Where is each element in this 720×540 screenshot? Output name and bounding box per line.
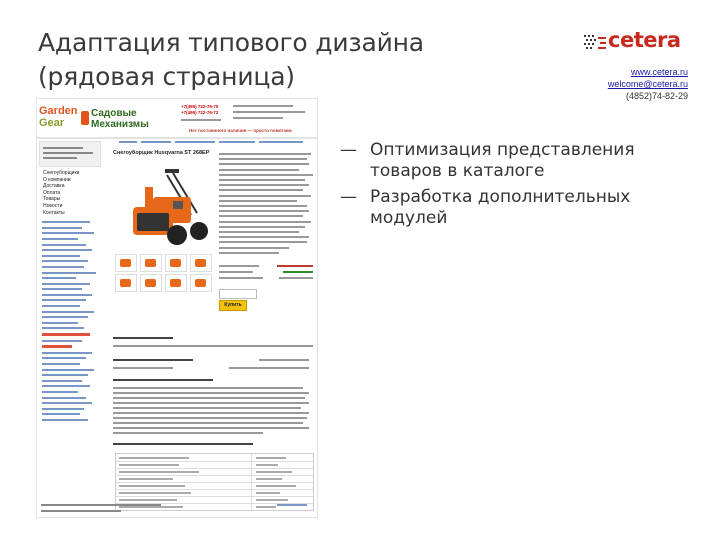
body-text-line	[113, 397, 305, 399]
sidebar-category-link[interactable]	[42, 408, 84, 410]
product-thumbnail[interactable]	[190, 254, 212, 272]
body-text-line	[113, 359, 193, 361]
garden-gear-logo[interactable]	[39, 105, 83, 133]
sidebar-nav-item[interactable]: Оплата	[43, 189, 61, 196]
body-text-line	[113, 412, 309, 414]
footer-line	[41, 504, 161, 506]
spec-table-row	[116, 496, 313, 497]
breadcrumb-link[interactable]	[119, 141, 137, 143]
spec-value-line	[256, 478, 282, 480]
price-text-line	[219, 277, 263, 279]
sidebar-category-link[interactable]	[42, 277, 76, 279]
thumbnail-image	[170, 259, 181, 267]
sidebar-category-link[interactable]	[42, 357, 86, 359]
sidebar-category-link[interactable]	[42, 232, 94, 234]
footer-line	[41, 510, 121, 512]
bullet-list	[340, 140, 690, 234]
sidebar-info-box	[39, 141, 101, 167]
sidebar-category-link[interactable]	[42, 352, 92, 354]
body-text-line	[113, 379, 213, 381]
header-phones	[181, 104, 221, 121]
description-text-line	[219, 252, 279, 254]
spec-value-line	[256, 485, 296, 487]
logo-mark-icon	[582, 33, 608, 51]
phone-1: +7(495) 722-76-70	[181, 104, 219, 109]
quantity-input[interactable]	[219, 289, 257, 299]
product-title: Снегоуборщик Husqvarna ST 268EP	[113, 150, 210, 156]
sidebar-category-link[interactable]	[42, 419, 88, 421]
sadovye-mekhanizmy-logo[interactable]	[91, 108, 149, 130]
spec-table-row	[116, 489, 313, 490]
header-link-line[interactable]	[233, 105, 293, 107]
sidebar-category-link[interactable]	[42, 221, 90, 223]
sidebar-category-link[interactable]	[42, 345, 72, 348]
price-value-line	[277, 265, 313, 267]
contacts-block	[608, 66, 688, 102]
buy-button[interactable]: Купить	[219, 300, 247, 311]
sidebar-nav-item[interactable]: Товары	[43, 196, 61, 203]
sidebar-nav	[39, 170, 101, 216]
sidebar-category-link[interactable]	[42, 266, 84, 268]
price-text-line	[219, 271, 253, 273]
sidebar-category-link[interactable]	[42, 288, 82, 290]
description-text-line	[219, 205, 307, 207]
sidebar-info-line	[43, 157, 77, 159]
description-text-line	[219, 221, 311, 223]
sidebar-category-link[interactable]	[42, 294, 92, 296]
bullet-item	[340, 187, 690, 229]
spec-label-line	[119, 457, 189, 459]
phone-number: (4852)74-82-29	[625, 91, 688, 101]
thumbnail-image	[170, 279, 181, 287]
sidebar-category-link[interactable]	[42, 391, 78, 393]
header-text-line	[181, 119, 221, 121]
thumbnail-image	[145, 279, 156, 287]
header-menu	[233, 105, 311, 127]
header-slogan: Нет постоянного наличия — просто помогаем	[189, 128, 292, 133]
spec-table-row	[116, 461, 313, 462]
sidebar-category-link[interactable]	[42, 249, 92, 251]
price-text-line	[279, 277, 313, 279]
breadcrumb-link[interactable]	[219, 141, 255, 143]
price-text-line	[219, 265, 259, 267]
description-text-line	[219, 153, 311, 155]
sidebar-category-link[interactable]	[42, 333, 90, 336]
product-thumbnail[interactable]	[140, 274, 162, 292]
site-header	[37, 99, 317, 139]
logo-text: cetera	[608, 28, 681, 52]
sidebar-category-link[interactable]	[42, 413, 80, 415]
logo-garden-text: Garden	[39, 105, 78, 117]
sidebar-category-link[interactable]	[42, 322, 78, 324]
thumbnail-image	[120, 279, 131, 287]
thumbnail-image	[195, 279, 206, 287]
snowblower-photo	[115, 163, 215, 251]
description-text-line	[219, 158, 307, 160]
bullet-text: Разработка дополнительных модулей	[370, 187, 631, 228]
breadcrumb-link[interactable]	[175, 141, 215, 143]
product-thumbnails	[115, 254, 219, 294]
description-text-line	[219, 184, 309, 186]
sidebar-category-link[interactable]	[42, 327, 84, 329]
description-text-line	[219, 241, 307, 243]
dash-marker: —	[340, 187, 357, 207]
sidebar-categories	[39, 221, 101, 421]
spec-label-line	[119, 485, 185, 487]
product-thumbnail[interactable]	[140, 254, 162, 272]
body-text-line	[113, 367, 173, 369]
product-thumbnail[interactable]	[165, 274, 187, 292]
sidebar-info-line	[43, 152, 93, 154]
product-description	[219, 153, 314, 257]
bullet-text: Оптимизация представления товаров в каталоге	[370, 140, 635, 181]
header-link-line[interactable]	[233, 111, 305, 113]
header-divider	[37, 137, 317, 139]
footer-link-line[interactable]	[277, 504, 307, 506]
sidebar-category-link[interactable]	[42, 255, 80, 257]
sidebar-nav-item[interactable]: Новости	[43, 202, 63, 209]
sidebar-category-link[interactable]	[42, 385, 90, 387]
breadcrumb[interactable]	[119, 141, 314, 144]
description-text-line	[219, 179, 305, 181]
spec-label-line	[119, 478, 173, 480]
product-thumbnail[interactable]	[115, 274, 137, 292]
sidebar-category-link[interactable]	[42, 299, 86, 301]
sidebar-category-link[interactable]	[42, 340, 82, 342]
spec-label-line	[119, 499, 177, 501]
body-text-line	[113, 432, 263, 434]
body-text-line	[113, 337, 173, 339]
spec-value-line	[256, 464, 278, 466]
description-text-line	[219, 189, 303, 191]
spec-table-row	[116, 468, 313, 469]
sidebar-category-link[interactable]	[42, 238, 78, 240]
site-footer	[41, 502, 311, 516]
gear-icon	[81, 111, 89, 125]
website-link[interactable]: www.cetera.ru	[630, 67, 688, 77]
sidebar-category-link[interactable]	[42, 374, 88, 376]
spec-value-line	[256, 471, 292, 473]
sidebar-nav-item[interactable]: О компании	[43, 176, 71, 183]
sidebar-category-link[interactable]	[42, 397, 86, 399]
sidebar-category-link[interactable]	[42, 369, 94, 371]
spec-value-line	[256, 457, 286, 459]
body-text-line	[229, 367, 309, 369]
breadcrumb-link[interactable]	[141, 141, 171, 143]
dash-marker: —	[340, 140, 357, 160]
sidebar-category-link[interactable]	[42, 272, 96, 274]
description-text-line	[219, 210, 309, 212]
description-text-line	[219, 236, 309, 238]
thumbnail-image	[145, 259, 156, 267]
price-box	[219, 263, 313, 287]
slide-title-line-2: (рядовая страница)	[38, 62, 295, 91]
body-text-line	[113, 407, 301, 409]
sidebar-category-link[interactable]	[42, 316, 88, 318]
description-text-line	[219, 226, 305, 228]
logo-ru-line-2: Механизмы	[91, 119, 149, 130]
phone-2: +7(495) 722-76-72	[181, 110, 219, 115]
bullet-item	[340, 140, 690, 182]
spec-value-line	[256, 499, 288, 501]
slide-title	[38, 26, 508, 94]
thumbnail-image	[120, 259, 131, 267]
logo-gear-text: Gear	[39, 117, 65, 129]
email-link[interactable]: welcome@cetera.ru	[607, 79, 688, 89]
body-text-line	[113, 427, 309, 429]
sidebar-category-link[interactable]	[42, 244, 86, 246]
body-text-line	[113, 345, 313, 347]
sidebar-category-link[interactable]	[42, 227, 82, 229]
spec-label-line	[119, 492, 191, 494]
product-main	[109, 141, 314, 513]
spec-label-line	[119, 464, 179, 466]
sidebar-category-link[interactable]	[42, 305, 80, 307]
sidebar-category-link[interactable]	[42, 283, 90, 285]
body-text-line	[113, 387, 303, 389]
description-text-line	[219, 247, 289, 249]
cetera-logo	[582, 30, 688, 54]
spec-label-line	[119, 471, 199, 473]
sidebar-nav-item[interactable]: Снегоуборщики	[43, 170, 80, 176]
sidebar-nav-item[interactable]: Контакты	[43, 209, 65, 216]
description-text-line	[219, 231, 299, 233]
sidebar-nav-item[interactable]: Доставка	[43, 183, 65, 190]
body-text-line	[113, 402, 309, 404]
description-text-line	[219, 200, 297, 202]
slide-title-line-1: Адаптация типового дизайна	[38, 28, 424, 57]
description-text-line	[219, 215, 303, 217]
description-text-line	[219, 163, 309, 165]
price-value-line	[283, 271, 313, 273]
spec-value-line	[256, 492, 280, 494]
sidebar-category-link[interactable]	[42, 402, 92, 404]
site-sidebar	[39, 141, 101, 513]
sidebar-category-link[interactable]	[42, 380, 82, 382]
sidebar-category-link[interactable]	[42, 363, 80, 365]
body-text-line	[113, 392, 309, 394]
product-thumbnail[interactable]	[165, 254, 187, 272]
thumbnail-image	[195, 259, 206, 267]
website-screenshot	[36, 98, 318, 518]
header-link-line[interactable]	[233, 117, 283, 119]
sidebar-info-line	[43, 147, 83, 149]
sidebar-category-link[interactable]	[42, 260, 88, 262]
spec-table-row	[116, 475, 313, 476]
sidebar-category-link[interactable]	[42, 311, 94, 313]
body-text-line	[113, 417, 307, 419]
body-text-line	[113, 422, 303, 424]
logo-ru-line-1: Садовые	[91, 108, 137, 119]
body-text-line	[259, 359, 309, 361]
breadcrumb-link[interactable]	[259, 141, 303, 143]
description-text-line	[219, 169, 299, 171]
product-thumbnail[interactable]	[115, 254, 137, 272]
description-text-line	[219, 174, 313, 176]
spec-table-row	[116, 482, 313, 483]
product-thumbnail[interactable]	[190, 274, 212, 292]
body-text-line	[113, 443, 253, 445]
description-text-line	[219, 195, 311, 197]
